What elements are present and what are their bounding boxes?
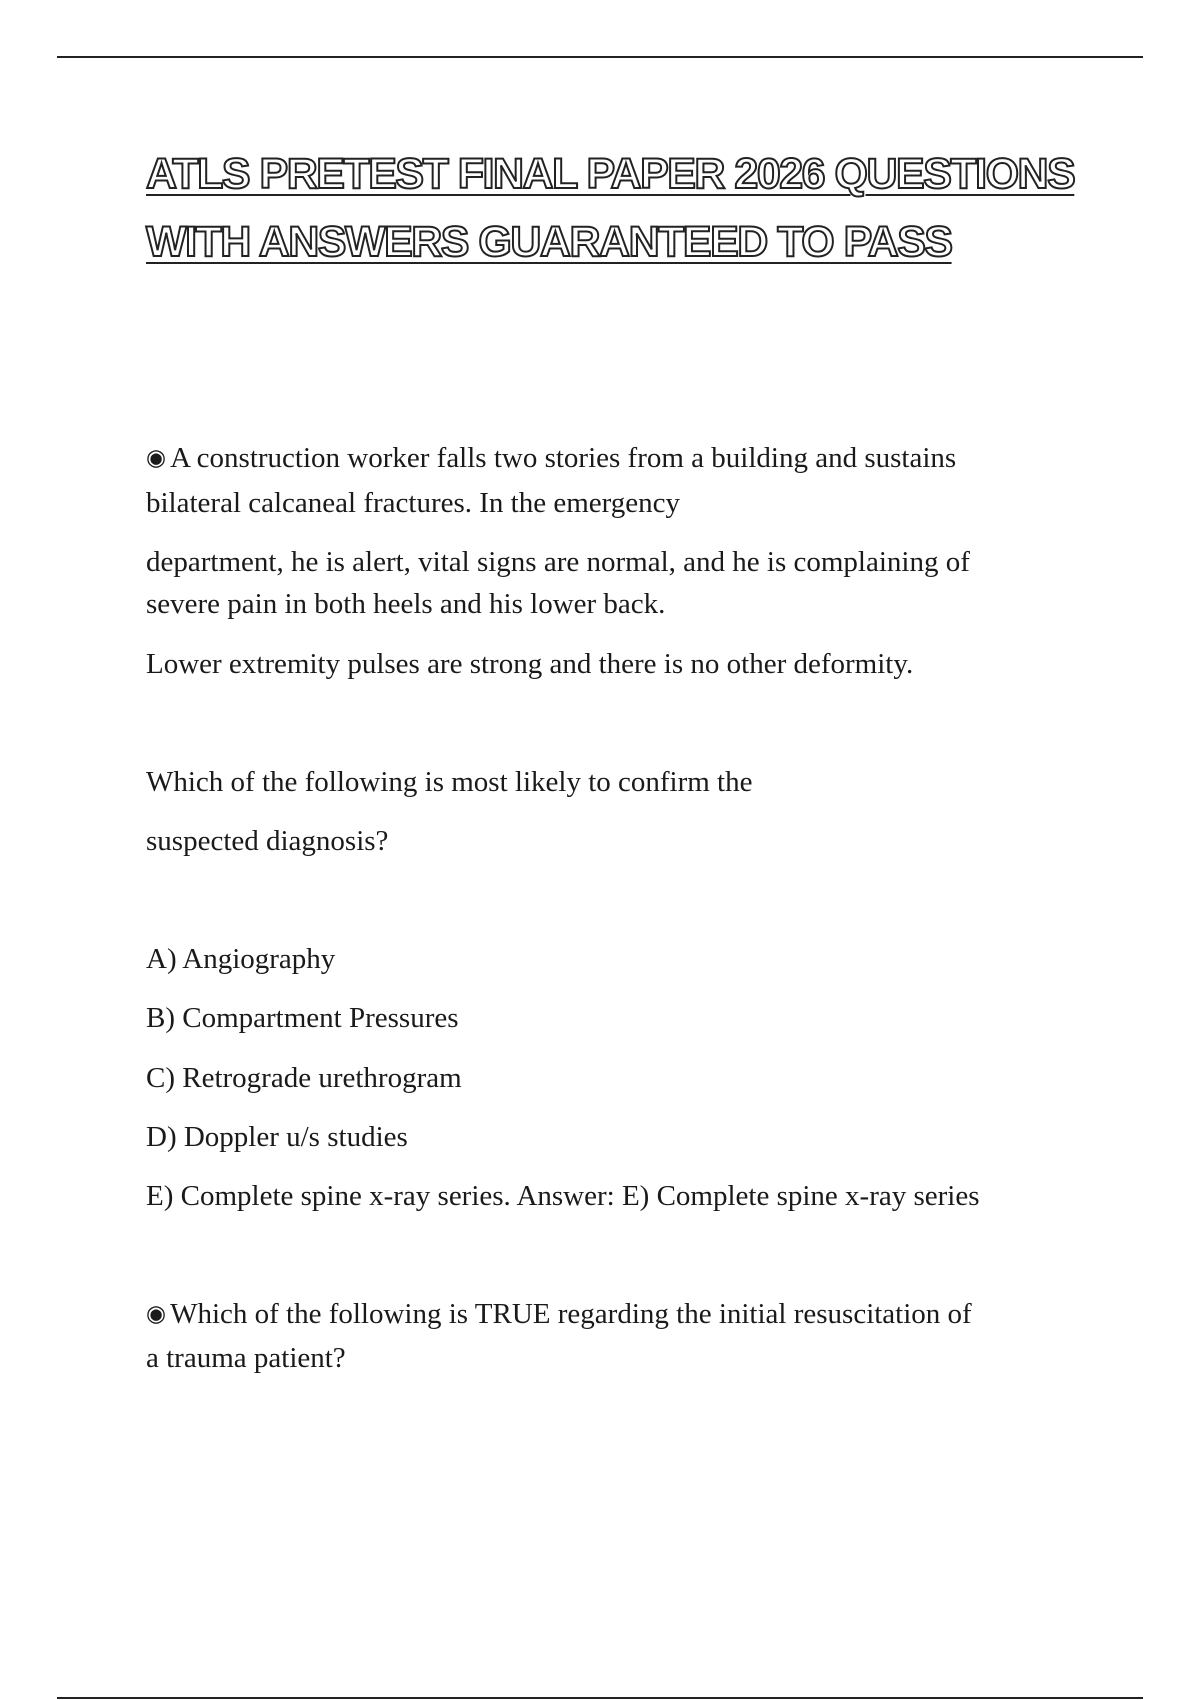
question-1-option-c: C) Retrograde urethrogram [146, 1062, 462, 1094]
title-line-1: ATLS PRETEST FINAL PAPER 2026 QUESTIONS [146, 150, 1075, 198]
top-rule [57, 56, 1143, 58]
question-1-line-1 [146, 436, 956, 482]
question-1-option-e-answer: E) Complete spine x-ray series. Answer: E) Complete spine x-ray series [146, 1180, 980, 1212]
document-title [146, 140, 1146, 276]
question-1-line-3: department, he is alert, vital signs are normal, and he is complaining of [146, 546, 970, 578]
question-2-line-1 [146, 1292, 972, 1338]
question-1-line-4: severe pain in both heels and his lower back. [146, 588, 666, 620]
question-1-line-5: Lower extremity pulses are strong and there is no other deformity. [146, 648, 914, 680]
question-1-option-a: A) Angiography [146, 943, 336, 975]
question-1-option-d: D) Doppler u/s studies [146, 1121, 408, 1153]
question-2-text-1: Which of the following is TRUE regarding the initial resuscitation of [170, 1298, 972, 1330]
radio-bullet-icon: ◉ [146, 1301, 167, 1327]
bottom-rule [57, 1697, 1143, 1699]
question-2-line-2: a trauma patient? [146, 1342, 346, 1374]
question-1-line-2: bilateral calcaneal fractures. In the emergency [146, 487, 681, 519]
question-1-prompt-line-2: suspected diagnosis? [146, 825, 389, 857]
question-1-option-b: B) Compartment Pressures [146, 1002, 459, 1034]
question-1-text-1: A construction worker falls two stories from a building and sustains [170, 442, 957, 474]
radio-bullet-icon: ◉ [146, 445, 167, 471]
question-1-prompt-line-1: Which of the following is most likely to confirm the [146, 766, 753, 798]
title-line-2: WITH ANSWERS GUARANTEED TO PASS [146, 218, 952, 266]
